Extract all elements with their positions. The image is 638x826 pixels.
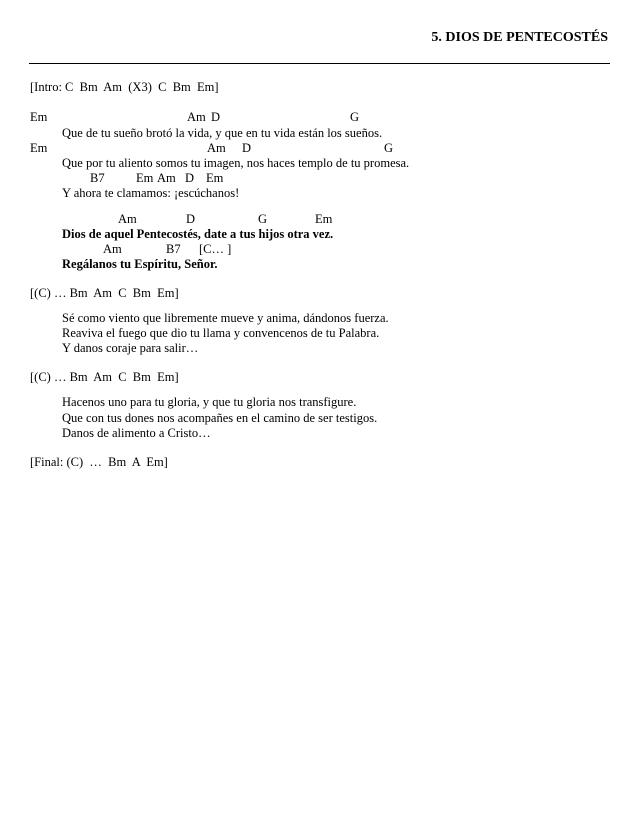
lyric-line: Y ahora te clamamos: ¡escúchanos! — [62, 186, 240, 200]
bridge-line: [(C) … Bm Am C Bm Em] — [30, 370, 179, 384]
chord: [C… ] — [199, 242, 232, 256]
page-title: 5. DIOS DE PENTECOSTÉS — [431, 30, 608, 45]
lyric-line: Que por tu aliento somos tu imagen, nos haces templo de tu promesa. — [62, 156, 410, 170]
intro-line: [Intro: C Bm Am (X3) C Bm Em] — [30, 80, 219, 94]
chord: G — [258, 212, 268, 226]
chorus-line: Dios de aquel Pentecostés, date a tus hijos otra vez. — [62, 227, 334, 241]
lyric-line: Reaviva el fuego que dio tu llama y convencenos de tu Palabra. — [62, 326, 380, 340]
chord: Am — [103, 242, 122, 256]
chord: Em — [136, 171, 154, 185]
chord: G — [384, 141, 394, 155]
bridge-line: [(C) … Bm Am C Bm Em] — [30, 286, 179, 300]
chord: B7 — [90, 171, 105, 185]
chord: Am — [207, 141, 226, 155]
title-rule — [29, 63, 610, 64]
chord: B7 — [166, 242, 181, 256]
chord: D — [185, 171, 195, 185]
chord: G — [350, 110, 360, 124]
chord: Em — [315, 212, 333, 226]
final-line: [Final: (C) … Bm A Em] — [30, 455, 168, 469]
chord: D — [242, 141, 252, 155]
lyric-line: Danos de alimento a Cristo… — [62, 426, 211, 440]
chord: Em — [30, 110, 48, 124]
chord: D — [186, 212, 196, 226]
chorus-line: Regálanos tu Espíritu, Señor. — [62, 257, 218, 271]
chord: Am — [118, 212, 137, 226]
chord: D — [211, 110, 221, 124]
lyric-line: Y danos coraje para salir… — [62, 341, 199, 355]
lyric-line: Hacenos uno para tu gloria, y que tu gloria nos transfigure. — [62, 395, 357, 409]
chord: Em — [30, 141, 48, 155]
chord: Am — [157, 171, 176, 185]
lyric-line: Que de tu sueño brotó la vida, y que en tu vida están los sueños. — [62, 126, 383, 140]
lyric-line: Sé como viento que libremente mueve y anima, dándonos fuerza. — [62, 311, 389, 325]
chord: Am — [187, 110, 206, 124]
lyric-line: Que con tus dones nos acompañes en el camino de ser testigos. — [62, 411, 378, 425]
chord: Em — [206, 171, 224, 185]
